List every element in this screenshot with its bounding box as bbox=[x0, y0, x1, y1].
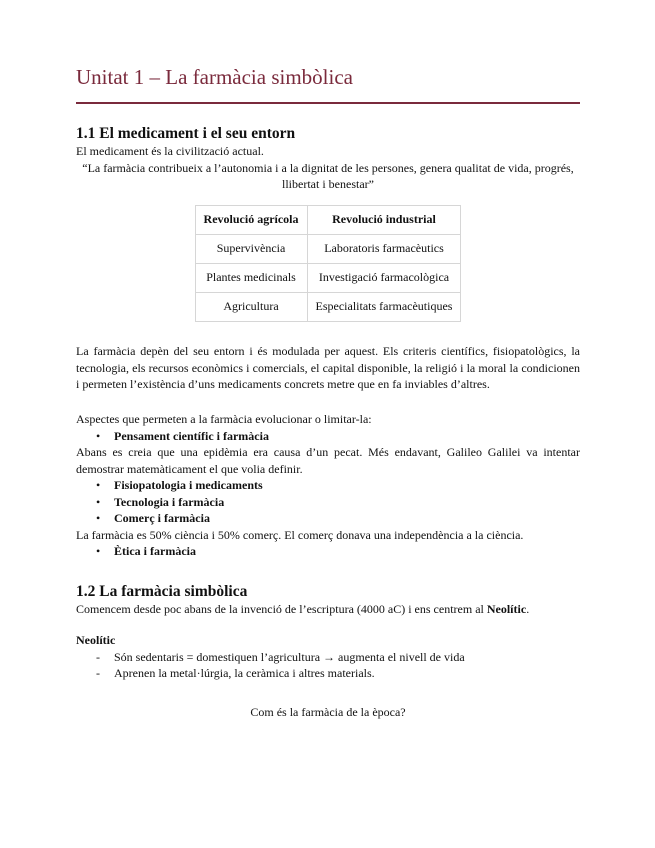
neolitic-heading: Neolític bbox=[76, 633, 116, 647]
aspects-intro: Aspectes que permeten a la farmàcia evolucionar o limitar-la: bbox=[76, 412, 372, 426]
list-item: • Ètica i farmàcia bbox=[76, 543, 580, 560]
neolitic-block bbox=[76, 632, 580, 682]
aspects-list-1 bbox=[76, 428, 580, 445]
section-1-intro: El medicament és la civilització actual. bbox=[76, 144, 264, 158]
section-2 bbox=[76, 582, 580, 618]
closing-question: Com és la farmàcia de la època? bbox=[250, 705, 406, 719]
list-item: • Pensament científic i farmàcia bbox=[76, 428, 580, 445]
aspects-list-2 bbox=[76, 477, 580, 527]
section-2-heading: 1.2 La farmàcia simbòlica bbox=[76, 583, 248, 600]
table-cell: Plantes medicinals bbox=[195, 263, 307, 292]
table-header-cell: Revolució agrícola bbox=[195, 205, 307, 234]
table-header-cell: Revolució industrial bbox=[307, 205, 461, 234]
aspects-block bbox=[76, 411, 580, 560]
title-divider bbox=[76, 102, 580, 104]
table-row bbox=[195, 263, 461, 292]
table-row bbox=[195, 234, 461, 263]
intro-end: . bbox=[526, 602, 530, 616]
section-1 bbox=[76, 124, 580, 322]
revolutions-table bbox=[195, 205, 462, 322]
list-item: - Aprenen la metal·lúrgia, la ceràmica i altres materials. bbox=[76, 665, 580, 682]
table-cell: Laboratoris farmacèutics bbox=[307, 234, 461, 263]
list-item: • Fisiopatologia i medicaments bbox=[76, 477, 580, 494]
commerce-text: La farmàcia es 50% ciència i 50% comerç. El comerç donava una independència a la ciència. bbox=[76, 527, 524, 542]
list-item: • Tecnologia i farmàcia bbox=[76, 494, 580, 511]
table-row bbox=[195, 292, 461, 321]
scientific-thought-text: Abans es creia que una epidèmia era causa d’un pecat. Més endavant, Galileo Galilei va intentar demostrar matemàticament el que volia definir. bbox=[76, 445, 580, 476]
intro-text: Comencem desde poc abans de la invenció de l’escriptura (4000 aC) i ens centrem al bbox=[76, 602, 487, 616]
table-header-row bbox=[195, 205, 461, 234]
section-1-quote: “La farmàcia contribueix a l’autonomia i a la dignitat de les persones, genera qualitat de vida, progrés, llibertat i benestar” bbox=[82, 160, 574, 191]
list-item: - Són sedentaris = domestiquen l’agricultura → augmenta el nivell de vida bbox=[76, 649, 580, 666]
page-title: Unitat 1 – La farmàcia simbòlica bbox=[76, 65, 353, 89]
table-cell: Investigació farmacològica bbox=[307, 263, 461, 292]
section-2-intro bbox=[76, 601, 580, 618]
section-1-heading: 1.1 El medicament i el seu entorn bbox=[76, 125, 296, 142]
environment-block bbox=[76, 343, 580, 393]
environment-paragraph: La farmàcia depèn del seu entorn i és modulada per aquest. Els criteris científics, fisiopatològics, la tecnologia, els recursos econòmics i comercials, el capital disponible, la religió i la moral la condicionen i permeten l’existència d’uns medicaments concrets metre que en fa inviables d’altres. bbox=[76, 344, 580, 391]
intro-bold-term: Neolític bbox=[486, 602, 527, 616]
neolitic-list bbox=[76, 649, 580, 682]
table-cell: Supervivència bbox=[195, 234, 307, 263]
table-cell: Agricultura bbox=[195, 292, 307, 321]
aspects-list-3 bbox=[76, 543, 580, 560]
list-item: • Comerç i farmàcia bbox=[76, 510, 580, 527]
table-cell: Especialitats farmacèutiques bbox=[307, 292, 461, 321]
